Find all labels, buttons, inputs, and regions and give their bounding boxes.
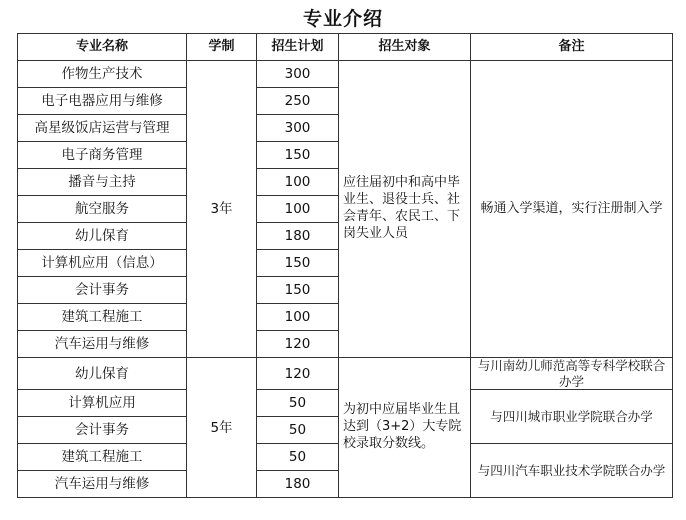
plan-cell: 300 (257, 61, 339, 88)
major-name: 航空服务 (18, 196, 187, 223)
plan-cell: 50 (257, 390, 339, 417)
plan-cell: 50 (257, 417, 339, 444)
duration-cell: 3年 (187, 61, 257, 358)
plan-cell: 150 (257, 250, 339, 277)
major-name: 幼儿保育 (18, 358, 187, 390)
table-row (18, 358, 673, 390)
header-major-name: 专业名称 (18, 34, 187, 61)
major-name: 高星级饭店运营与管理 (18, 115, 187, 142)
major-name: 计算机应用 (18, 390, 187, 417)
page-title: 专业介绍 (302, 8, 383, 30)
major-name: 作物生产技术 (18, 61, 187, 88)
plan-cell: 180 (257, 471, 339, 498)
major-name: 会计事务 (18, 277, 187, 304)
major-name: 建筑工程施工 (18, 304, 187, 331)
note-cell: 与川南幼儿师范高等专科学校联合办学 (471, 358, 673, 390)
header-note: 备注 (471, 34, 673, 61)
major-name: 汽车运用与维修 (18, 471, 187, 498)
major-name: 计算机应用（信息） (18, 250, 187, 277)
major-name: 幼儿保育 (18, 223, 187, 250)
note-cell: 畅通入学渠道，实行注册制入学 (471, 61, 673, 358)
major-table (17, 33, 673, 498)
header-target: 招生对象 (339, 34, 471, 61)
duration-cell: 5年 (187, 358, 257, 498)
plan-cell: 180 (257, 223, 339, 250)
plan-cell: 300 (257, 115, 339, 142)
major-name: 电子商务管理 (18, 142, 187, 169)
note-cell: 与四川城市职业学院联合办学 (471, 390, 673, 444)
table-header-row (18, 34, 673, 61)
major-name: 会计事务 (18, 417, 187, 444)
plan-cell: 120 (257, 358, 339, 390)
plan-cell: 120 (257, 331, 339, 358)
major-name: 汽车运用与维修 (18, 331, 187, 358)
plan-cell: 100 (257, 196, 339, 223)
note-cell: 与四川汽车职业技术学院联合办学 (471, 444, 673, 498)
plan-cell: 100 (257, 169, 339, 196)
header-plan: 招生计划 (257, 34, 339, 61)
major-name: 电子电器应用与维修 (18, 88, 187, 115)
table-row (18, 61, 673, 88)
target-cell: 为初中应届毕业生且达到（3+2）大专院校录取分数线。 (339, 358, 471, 498)
major-name: 建筑工程施工 (18, 444, 187, 471)
plan-cell: 50 (257, 444, 339, 471)
target-cell: 应往届初中和高中毕业生、退役士兵、社会青年、农民工、下岗失业人员 (339, 61, 471, 358)
plan-cell: 100 (257, 304, 339, 331)
plan-cell: 150 (257, 277, 339, 304)
plan-cell: 250 (257, 88, 339, 115)
plan-cell: 150 (257, 142, 339, 169)
major-name: 播音与主持 (18, 169, 187, 196)
header-duration: 学制 (187, 34, 257, 61)
